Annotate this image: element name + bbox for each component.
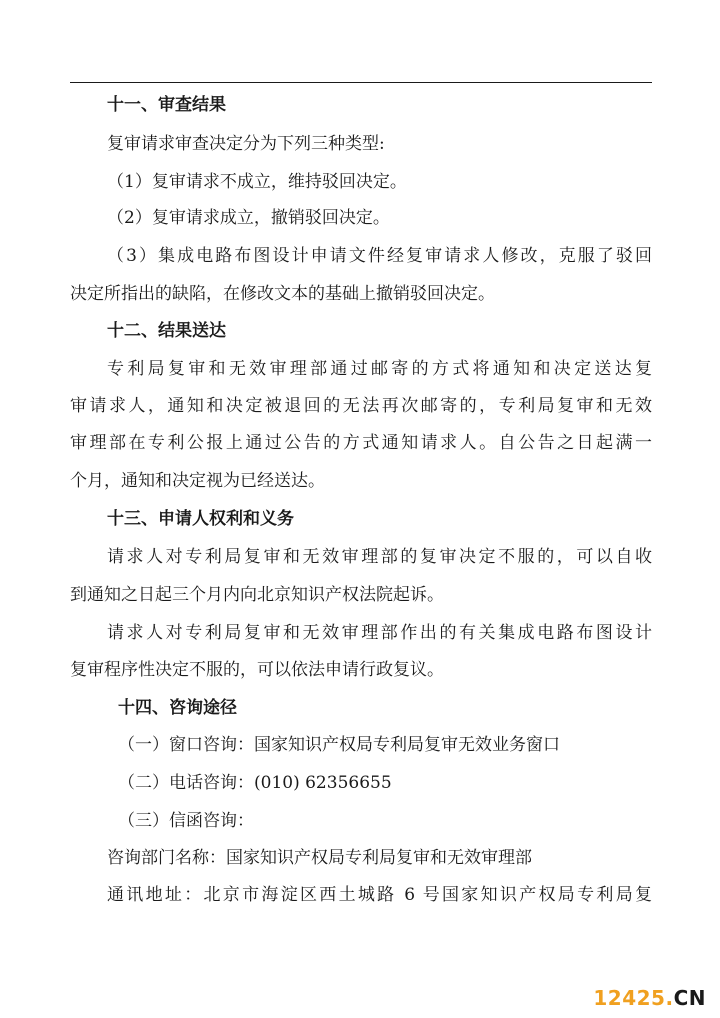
- section-11-heading: 十一、审查结果: [107, 95, 226, 115]
- section-14-item-1: （一）窗口咨询：国家知识产权局专利局复审无效业务窗口: [118, 735, 560, 755]
- section-12-line-4: 个月，通知和决定视为已经送达。: [70, 471, 325, 491]
- section-13-p2-line-1: 请求人对专利局复审和无效审理部作出的有关集成电路布图设计: [107, 623, 652, 643]
- section-11-intro: 复审请求审查决定分为下列三种类型:: [107, 134, 385, 154]
- watermark-suffix: CN: [673, 986, 706, 1010]
- section-12-heading: 十二、结果送达: [107, 321, 226, 341]
- section-13-heading: 十三、申请人权利和义务: [107, 509, 294, 529]
- section-14-dept: 咨询部门名称：国家知识产权局专利局复审和无效审理部: [107, 848, 532, 868]
- watermark-number: 12425: [593, 986, 666, 1010]
- section-14-item-2: （二）电话咨询：(010) 62356655: [118, 773, 392, 793]
- section-12-line-2: 审请求人，通知和决定被退回的无法再次邮寄的，专利局复审和无效: [70, 396, 652, 416]
- section-14-item-3: （三）信函咨询：: [118, 811, 254, 831]
- section-13-p2-line-2: 复审程序性决定不服的，可以依法申请行政复议。: [70, 660, 444, 680]
- section-11-item-2: （2）复审请求成立，撤销驳回决定。: [107, 208, 390, 228]
- section-13-p1-line-1: 请求人对专利局复审和无效审理部的复审决定不服的，可以自收: [107, 547, 652, 567]
- section-12-line-1: 专利局复审和无效审理部通过邮寄的方式将通知和决定送达复: [107, 359, 652, 379]
- section-11-item-3-line-2: 决定所指出的缺陷，在修改文本的基础上撤销驳回决定。: [70, 284, 495, 304]
- section-11-item-1: （1）复审请求不成立，维持驳回决定。: [107, 172, 407, 192]
- header-rule: [70, 82, 652, 83]
- watermark-logo: [593, 986, 706, 1010]
- section-13-p1-line-2: 到通知之日起三个月内向北京知识产权法院起诉。: [70, 585, 444, 605]
- section-11-item-3-line-1: （3）集成电路布图设计申请文件经复审请求人修改，克服了驳回: [107, 246, 652, 266]
- watermark-dot: .: [665, 986, 674, 1010]
- section-12-line-3: 审理部在专利公报上通过公告的方式通知请求人。自公告之日起满一: [70, 433, 652, 453]
- section-14-address: 通讯地址：北京市海淀区西土城路 6 号国家知识产权局专利局复: [107, 885, 652, 905]
- section-14-heading: 十四、咨询途径: [118, 698, 237, 718]
